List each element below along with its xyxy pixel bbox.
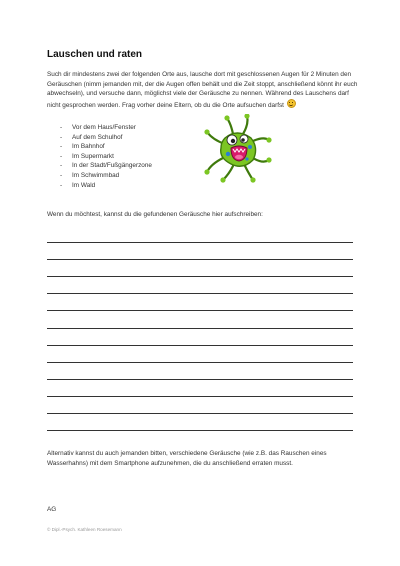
writing-line[interactable] <box>47 310 353 311</box>
writing-line[interactable] <box>47 259 353 260</box>
intro-text: Such dir mindestens zwei der folgenden Orte aus, lausche dort mit geschlossenen Augen für 2 Minuten den Geräuschen (nimm jemanden mit, der die Augen offen behält und die Zeit stoppt, anschließend könnt ihr euch abwechseln), und versuche dann, möglichst viele der Geräusche zu nennen. Während des Lauschens darf nicht gesprochen werden. Frag vorher deine Eltern, ob du die Orte aufsuchen darfst <box>47 71 358 109</box>
write-prompt: Wenn du möchtest, kannst du die gefundenen Geräusche hier aufschreiben: <box>47 211 263 218</box>
bullet-dash: - <box>60 171 63 179</box>
bullet-dash: - <box>60 152 63 160</box>
writing-line[interactable] <box>47 345 353 346</box>
page-title: Lauschen und raten <box>47 49 143 60</box>
writing-line[interactable] <box>47 276 353 277</box>
writing-line[interactable] <box>47 293 353 294</box>
place-label: Im Schwimmbad <box>72 171 120 179</box>
writing-lines <box>47 0 353 566</box>
writing-line[interactable] <box>47 413 353 414</box>
bullet-dash: - <box>60 124 63 131</box>
place-label: Im Supermarkt <box>72 152 114 160</box>
place-label: Im Wald <box>72 181 96 189</box>
author-initials: AG <box>47 506 57 513</box>
writing-line[interactable] <box>47 430 353 431</box>
copyright-footer: © Dipl.-Psych. Kathleen Roesemann <box>47 527 122 532</box>
alternative-paragraph: Alternativ kannst du auch jemanden bitten, verschiedene Geräusche (wie z.B. das Rauschen eines Wasserhahns) mit dem Smartphone aufzunehmen, die du anschließend erraten musst. <box>47 450 327 467</box>
writing-line[interactable] <box>47 379 353 380</box>
bullet-dash: - <box>60 181 63 189</box>
writing-line[interactable] <box>47 362 353 363</box>
writing-line[interactable] <box>47 328 353 329</box>
writing-line[interactable] <box>47 242 353 243</box>
place-label: Im Bahnhof <box>72 143 105 151</box>
bullet-dash: - <box>60 133 63 141</box>
writing-line[interactable] <box>47 396 353 397</box>
bullet-dash: - <box>60 162 63 170</box>
place-label: In der Stadt/Fußgängerzone <box>72 162 152 170</box>
place-label: Auf dem Schulhof <box>72 133 123 141</box>
place-label: Vor dem Haus/Fenster <box>72 124 136 131</box>
bullet-dash: - <box>60 143 63 151</box>
